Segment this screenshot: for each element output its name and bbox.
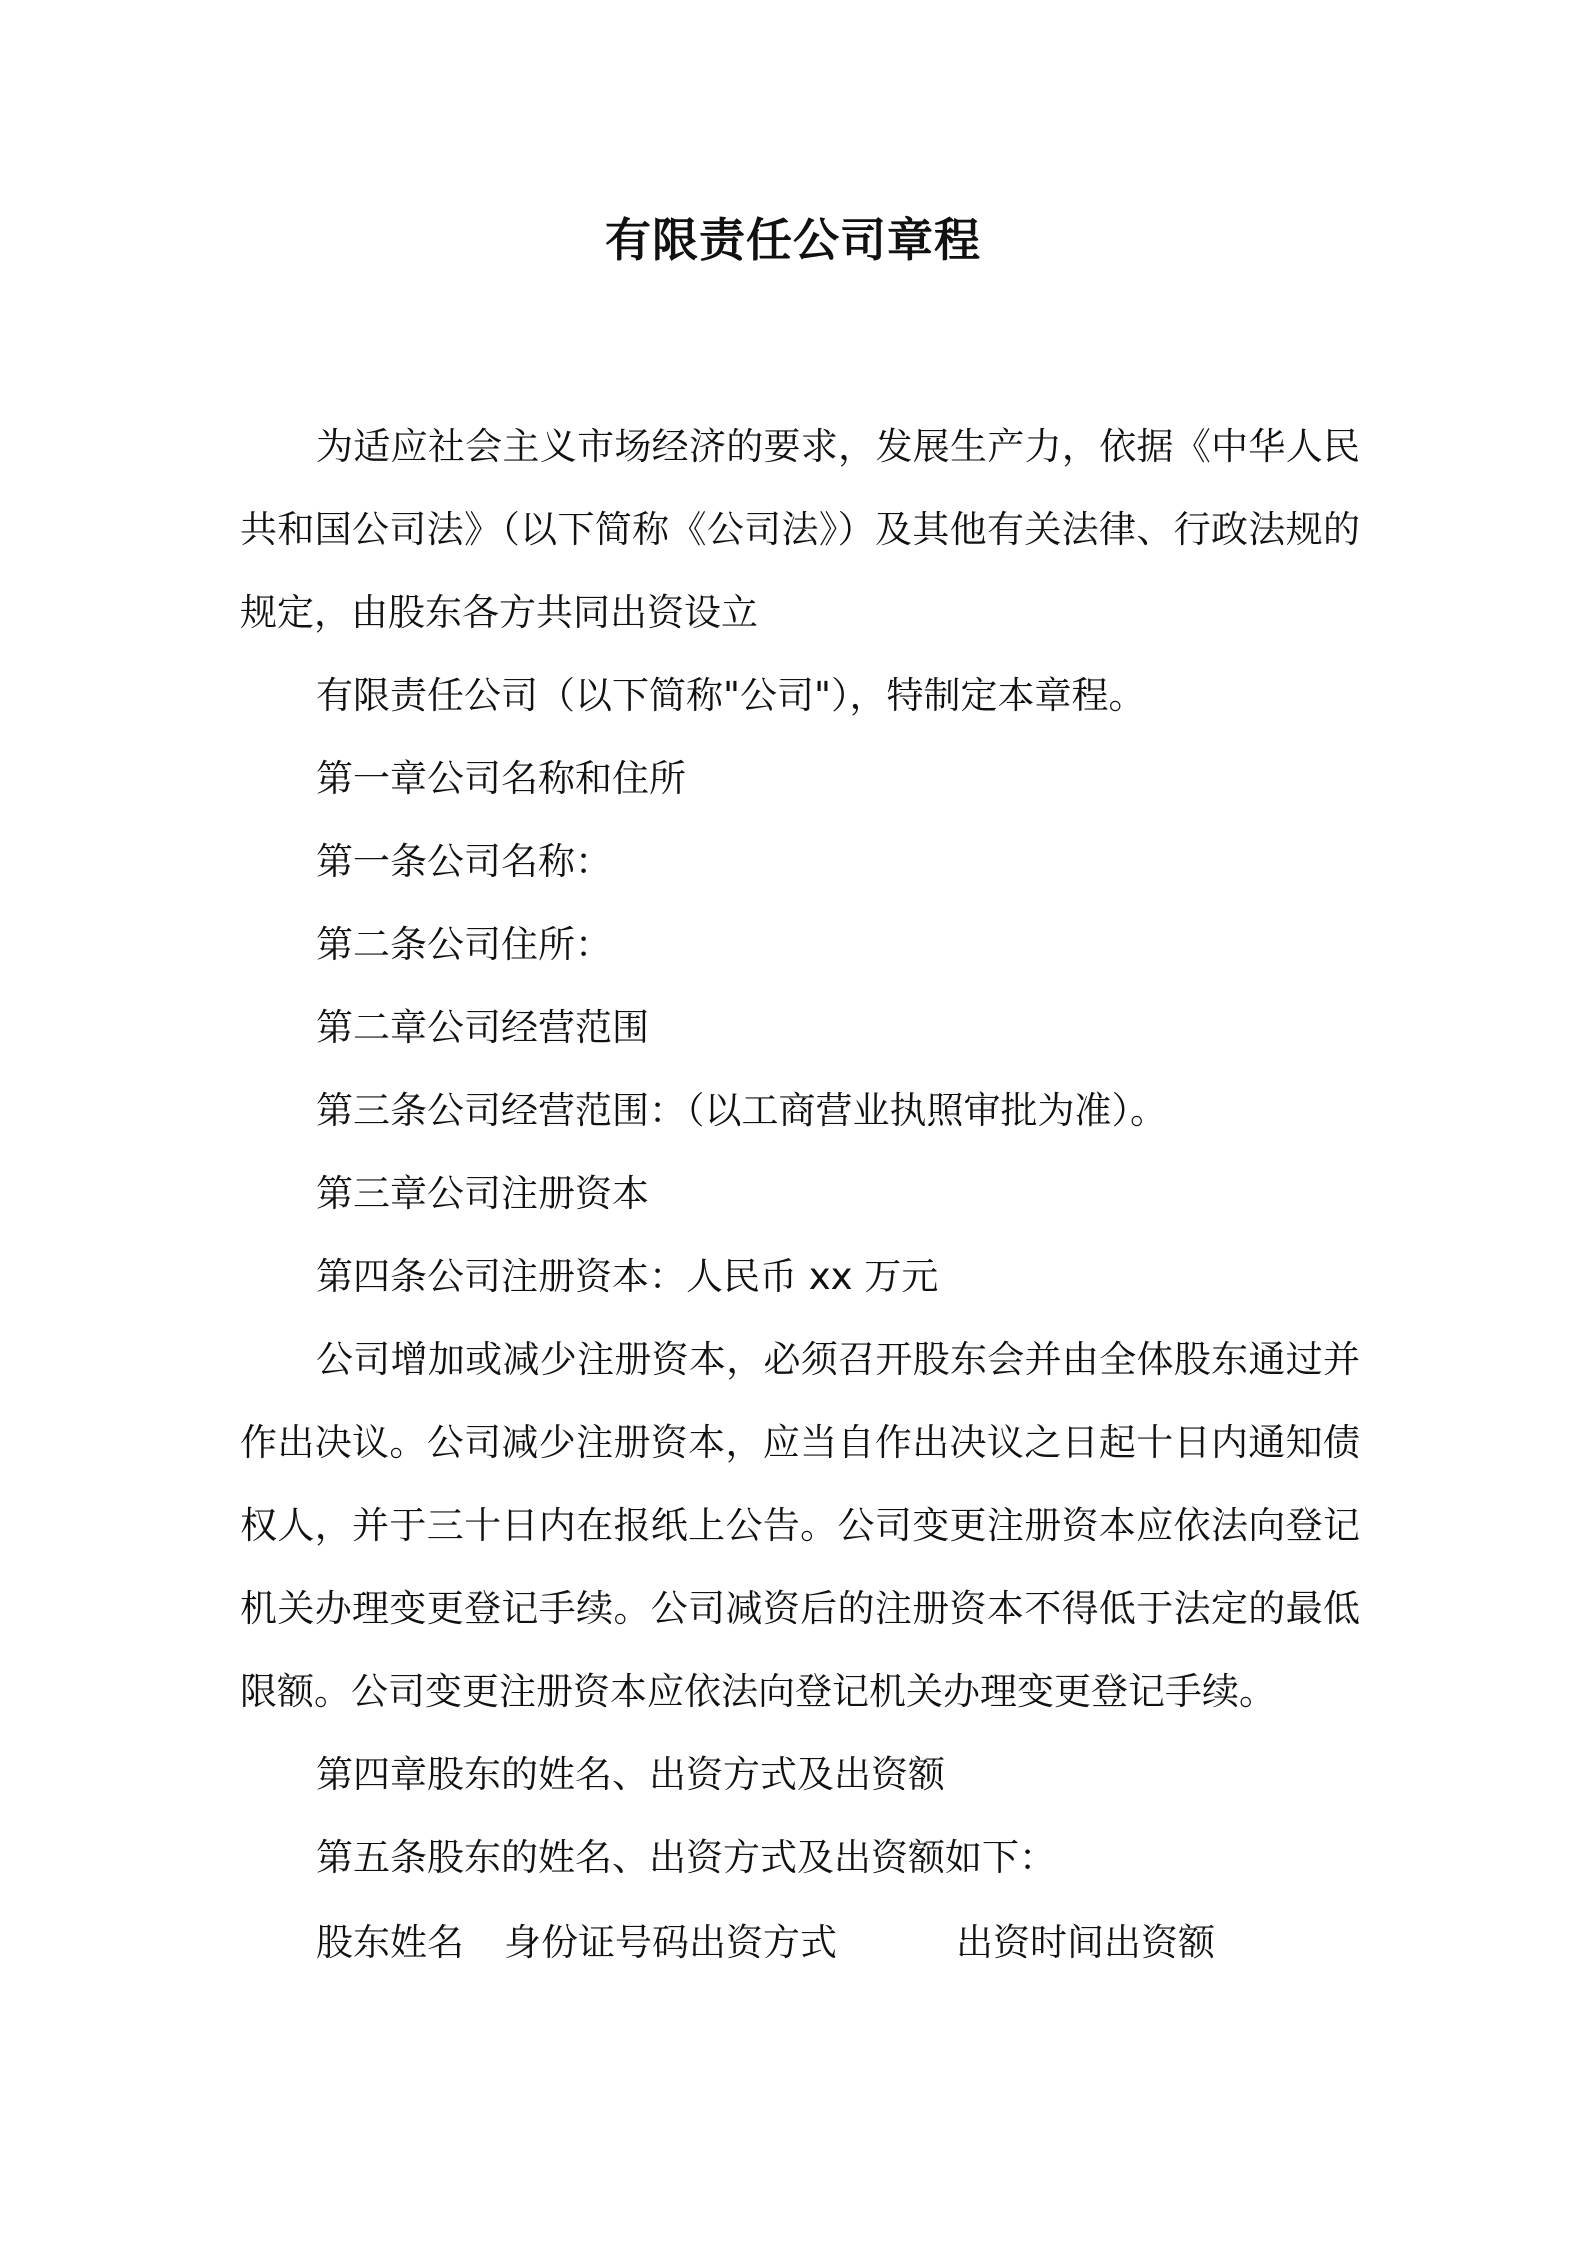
capital-change-paragraph: 公司增加或减少注册资本，必须召开股东会并由全体股东通过并作出决议。公司减少注册资本，应当自作出决议之日起十日内通知债权人，并于三十日内在报纸上公告。公司变更注册资本应依法向登记机关办理变更登记手续。公司减资后的注册资本不得低于法定的最低限额。公司变更注册资本应依法向登记机关办理变更登记手续。 <box>240 1338 1360 1713</box>
header-contribution-time-and-amount: 出资时间出资额 <box>956 1921 1215 1964</box>
chapter-4-heading: 第四章股东的姓名、出资方式及出资额 <box>316 1753 945 1796</box>
article-5: 第五条股东的姓名、出资方式及出资额如下： <box>316 1836 1056 1879</box>
article-1: 第一条公司名称： <box>316 840 612 883</box>
document-body <box>240 405 1360 1899</box>
chapter-1-heading: 第一章公司名称和住所 <box>316 757 686 800</box>
chapter-2-heading: 第二章公司经营范围 <box>316 1006 649 1049</box>
article-2: 第二条公司住所： <box>316 923 612 966</box>
header-shareholder-name: 股东姓名 <box>316 1921 464 1964</box>
chapter-3-heading: 第三章公司注册资本 <box>316 1172 649 1215</box>
header-id-and-contribution-method: 身份证号码出资方式 <box>504 1921 837 1964</box>
article-3: 第三条公司经营范围：（以工商营业执照审批为准）。 <box>316 1089 1167 1132</box>
intro-paragraph: 为适应社会主义市场经济的要求，发展生产力，依据《中华人民共和国公司法》（以下简称《公司法》）及其他有关法律、行政法规的规定，由股东各方共同出资设立 <box>240 425 1360 634</box>
intro-paragraph-continued: 有限责任公司（以下简称"公司"），特制定本章程。 <box>316 674 1146 717</box>
document-title: 有限责任公司章程 <box>605 213 981 267</box>
article-4: 第四条公司注册资本：人民币 xx 万元 <box>316 1255 939 1298</box>
